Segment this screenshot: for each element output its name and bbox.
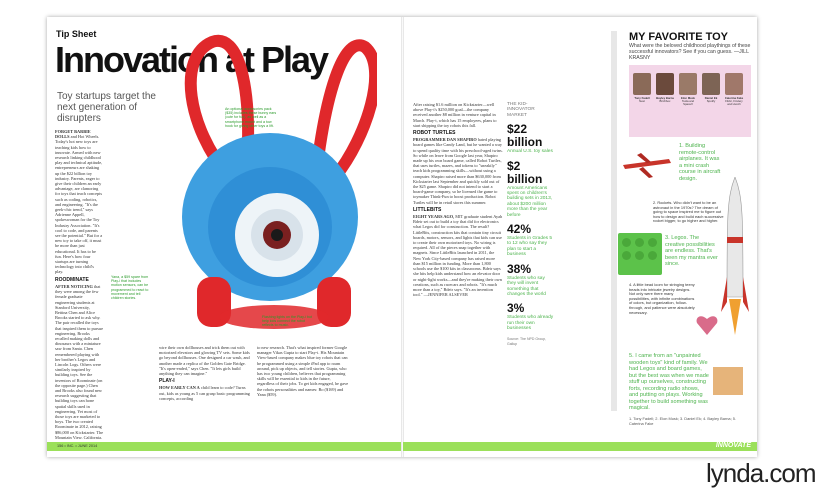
stat-number: 42% (507, 222, 532, 237)
favorite-item-4: 4. A little bead loom for stringing teeny beads into intricate jewelry designs. Not only were there many possibilities, with infinite combinations of colors, but organization, follow-through, and patience were absolutely necessary. (629, 282, 695, 315)
portrait (679, 73, 697, 95)
stat-number: 38% (507, 261, 532, 276)
subhead: Toy startups target the next generation of disrupters (57, 91, 156, 124)
stat-item (507, 123, 555, 154)
caption-lights: Flashing lights on the Play-i bot help kids connect the robot reflects to music. (262, 315, 312, 328)
left-footer-bar (47, 442, 402, 451)
stat-item (507, 302, 555, 331)
col2-body: wire their own dollhouses and trick them out with motorized elevators and glowing TV sets. Some kids go beyond dollhouses. One designed a car wash, and another made a replica of the Golden Gate Bridge. "It's open-ended," says Chen. "It lets girls build anything they can imagine." (159, 345, 250, 377)
left-column-2 (159, 345, 251, 440)
airplane-icon (621, 145, 673, 181)
robot-toy-illustration (167, 27, 377, 337)
right-column-1 (413, 102, 503, 437)
portrait-label: Elon Musk Tesla and SpaceX (681, 96, 695, 107)
stats-header: THE KID-INNOVATOR MARKET (507, 102, 535, 118)
section-heading-play-i: PLAY-I (159, 378, 175, 385)
sidebar-divider (611, 31, 617, 411)
caption-ears: An optional accessories pack ($35) includes these bunny ears (cute for fun), as well as a smartphone mount and a tow hook for giving other toys a lift. (225, 107, 277, 128)
right-page (403, 17, 757, 457)
sidebar-title: MY FAVORITE TOY (629, 31, 729, 43)
portrait-label: Caterina Fake Flickr, Findery and Hunch (724, 96, 744, 107)
intro-body: and Hot Wheels. Today's hot new toys are teaching kids how to innovate. Armed with new research linking childhood play and technical aptitude, entrepreneurs are shaking up the $22 billion toy industry. Parents, eager to give their children an early advantage, are clamoring for toys that teach concepts such as coding, robotics, and engineering. "It's the geek-chic trend," says Adrienne Appell, spokeswoman for the Toy Industry Association. "It's cool to code, and parents see the potential." But for a new toy to take off, it must be more than just educational. It has to be fun. Here's how four startups are turning technology into child's play. (55, 134, 103, 275)
play-i-lede: HOW EARLY CAN A (159, 385, 200, 391)
favorite-item-2: 2. Rockets. Who didn't want to be an astronaut in the 1970s? The dream of going to space inspired me to figure out how to design and build each successive rocket bigger, to go higher and higher. (653, 200, 724, 224)
littlebits-lede: EIGHT YEARS AGO, (413, 214, 455, 220)
tip-sheet-tag: Tip Sheet (56, 29, 97, 39)
stat-number: 3% (507, 301, 525, 316)
stats-column (507, 102, 555, 352)
left-page (47, 17, 402, 457)
section-heading-robot-turtles: ROBOT TURTLES (413, 130, 456, 137)
bead-heart-icon (695, 313, 719, 337)
lynda-watermark: lynda.com (706, 458, 816, 488)
col3-body: to new research. That's what inspired former Google manager Vikas Gupta to start Play-i. His Mountain View-based company makes blue toy robots that can be programmed using a simple iPad app to roam around, pick up objects, and tell stories. Gupta, who has two young children, believes that programming skills will be essential to kids in the future, regardless of their jobs. To get kids engaged, he gave the robots personalities and names: Bo ($169) and Yana ($59). (257, 345, 349, 397)
stat-text: Students who say they will invent something that changes the world (507, 275, 546, 297)
stat-item (507, 263, 555, 298)
left-column-3 (257, 345, 349, 440)
stats-source: Source: The NPD Group, Gallup (507, 336, 547, 346)
stat-item (507, 223, 555, 258)
portrait-label: Tony Fadell Nest (634, 96, 650, 104)
answer-key: 1. Tony Fadell; 2. Elon Musk; 3. Daniel Ek; 4. Bayley Barna; 5. Caterina Fake (629, 416, 736, 426)
portrait-label: Daniel Ek Spotify (704, 96, 718, 104)
rocket-icon (721, 177, 749, 337)
magazine-spread (47, 17, 757, 457)
portrait (633, 73, 651, 95)
lego-brick-icon (618, 233, 662, 275)
favorite-item-3: 3. Legos. The creative possibilities are endless. That's been my mantra ever since. (665, 235, 718, 267)
robot-turtles-body: hated playing board games like Candy Land, but he wanted a way to spend quality time with his preschool-aged twins. So while on leave from Google last year, Shapiro made up his own board game, called Robot Turtles, that uses turtles, mazes, and tokens to "sneakily" teach kids programming skills—without using a computer. Shapiro raised more than $630,000 from Kickstarter last September and quickly sold out of the $25 game. Shapiro did not intend to start a board-game company, so he licensed the game to toymaker Think-Fun to boost production. Robot Turtles will be in retail stores this summer. (413, 137, 503, 205)
sidebar-subtitle: What were the beloved childhood playthings of these successful innovators? See if you can guess. —JILL KRASNY (629, 43, 751, 61)
portrait (725, 73, 743, 95)
portrait-label: Bayley Barna Birchbox (656, 96, 674, 104)
littlebits-body: MIT graduate student Ayah Bdeir set out to build a toy that did for electronics what Legos did for construction. The result? LittleBits, construction kits that contain tiny circuit boards, motors, sensors, and lights that kids can use to create their own motorized toys. No wiring is required. All of the pieces snap together with magnets. Since LittleBits launched in 2011, the New York City-based company has raised more than $15 million in funding. More than 1,800 schools use the $100 kits in classrooms. Bdeir says she hits help kids understand how an elevator door or night-light works—and they're making their own creations, such as racecars and robots. "It's much more than a toy," Bdeir says. "It's an invention tool." —JENNIFER ALSEVER (413, 214, 503, 298)
section-lede: AFTER NOTICING (55, 283, 93, 289)
stat-text: Annual U.S. toy sales (507, 149, 553, 155)
innovator-portraits (629, 65, 751, 137)
stat-item (507, 160, 555, 218)
stat-text: Amount Americans spent on children's building sets in 2013, about $200 million more than the year before (507, 185, 553, 218)
right-footer-bar (403, 442, 757, 451)
left-column-1 (55, 129, 103, 439)
headline: Innovation at Play (55, 39, 328, 80)
play-i-body: child learn to code? Turns out, kids as young as 5 can grasp basic programming concepts, according (159, 385, 250, 401)
robot-turtles-lede: PROGRAMMER DAN SHAPIRO (413, 137, 477, 143)
stat-text: Students in Grades 5 to 12 who say they plan to start a business (507, 236, 553, 258)
portrait (702, 73, 720, 95)
roominate-body: that they were among the few female graduate engineering students at Stanford University, Bettina Chen and Alice Brooks started to ask why. The pair recalled the toys that inspired them to pursue engineering. Brooks recalled making dolls and dinosaurs with a miniature saw from Santa. Chen remembered playing with her brother's Legos and Lincoln Logs. Others were similarly inspired by building toys. See the inventors of Roominate (on the opposite page.) Chen and Brooks also found new research suggesting that building toys can hone spatial skills used in engineering. Yet most of those toys are marketed to boys. The two created Roominate in 2012, raising $86,000 on Kickstarter. The Mountain View, California, (55, 283, 103, 439)
section-heading-roominate: ROODMINATE (55, 276, 89, 283)
folio-left: 156 • INC. • JUNE 2014 (57, 444, 98, 448)
stat-number: $2 billion (507, 158, 543, 186)
stat-text: Students who already run their own businesses (507, 315, 554, 332)
section-heading-littlebits: LITTLEBITS (413, 206, 442, 213)
caption-yana: Yana, a $59 spare from Play-i that includes motion sensors, can be programmed to react to movement and tell children stories. (111, 275, 149, 301)
right-col-intro: After raising $1.6 million on Kickstarter—well above Play-i's $250,000 goal—the company received another $8 million in venture capital in March. Play-i, which has 15 employees, plans to start shipping the toy robots this fall. (413, 102, 497, 128)
wooden-blocks-icon (713, 367, 743, 395)
innovate-label: INNOVATE (715, 442, 751, 449)
portrait (656, 73, 674, 95)
favorite-item-5: 5. I came from an "unpainted wooden toys" kind of family. We had Legos and board games, but the best was when we made stuff up ourselves, constructing forts, recording radio shows, and putting on plays. Working together to build something was magical. (629, 353, 709, 411)
lede-caps: FORGET BARBIE DOLLS (55, 129, 91, 140)
favorite-item-1: 1. Building remote-control airplanes. It was a mini crash course in aircraft design. (679, 143, 721, 182)
stat-number: $22 billion (507, 122, 543, 150)
